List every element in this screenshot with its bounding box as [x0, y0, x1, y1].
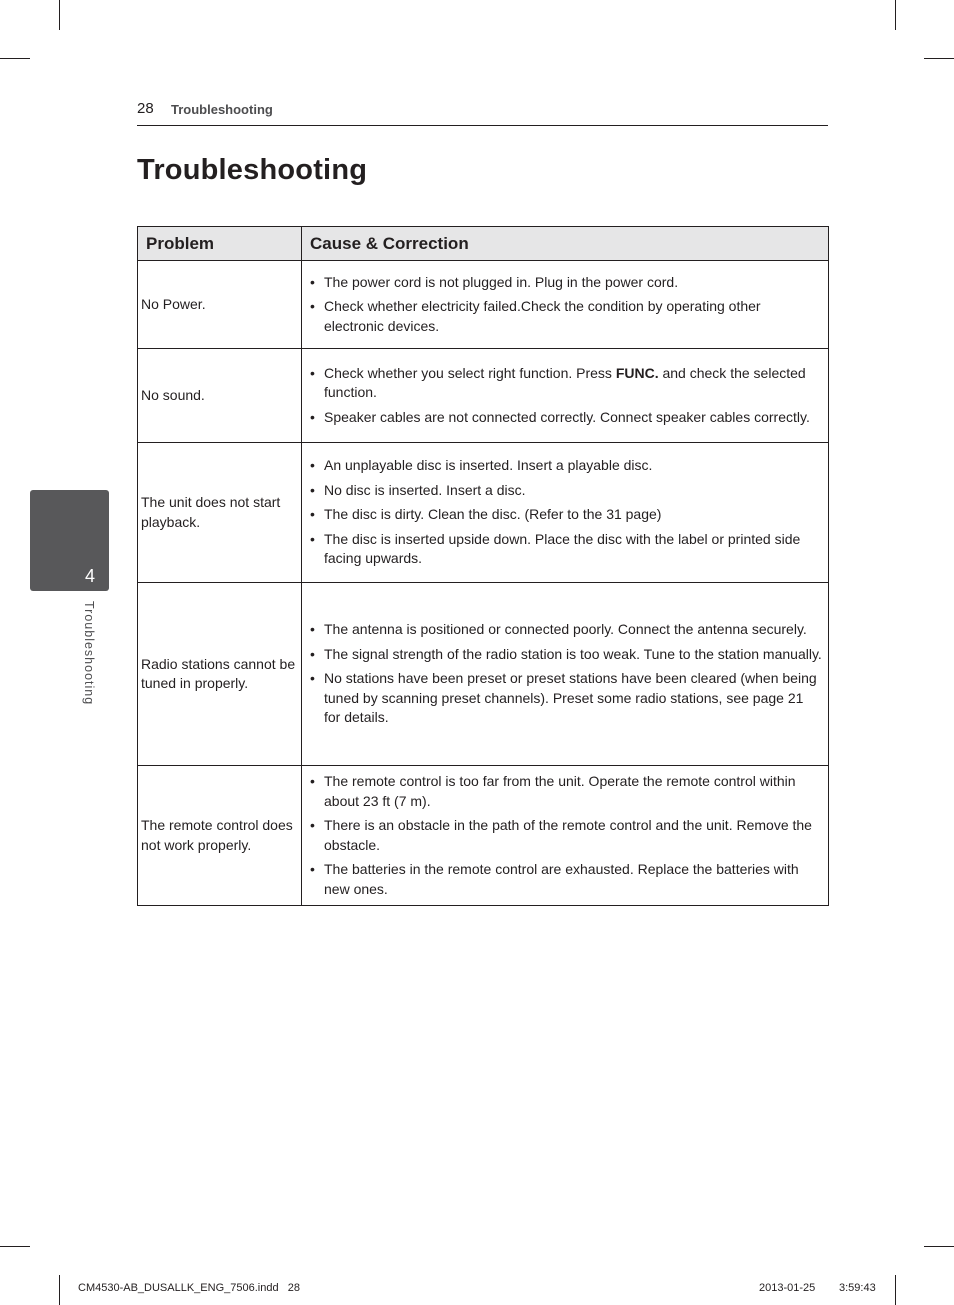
problem-cell: Radio stations cannot be tuned in properly. — [138, 583, 302, 766]
crop-mark — [59, 0, 60, 30]
cause-item: • The remote control is too far from the unit. Operate the remote control within about 23 ft (7 m). — [310, 772, 823, 811]
cause-item: • An unplayable disc is inserted. Insert a playable disc. — [310, 456, 823, 476]
table-row — [138, 583, 829, 766]
cause-item: • The batteries in the remote control are exhausted. Replace the batteries with new ones. — [310, 860, 823, 899]
cause-column-header: Cause & Correction — [302, 227, 829, 261]
crop-mark — [924, 1246, 954, 1247]
crop-mark — [895, 1275, 896, 1305]
cause-text: and check the selected function. — [324, 364, 806, 401]
cause-item: • The signal strength of the radio station is too weak. Tune to the station manually. — [310, 645, 823, 665]
cause-cell — [302, 349, 829, 443]
crop-mark — [895, 0, 896, 30]
cause-cell — [302, 766, 829, 906]
cause-item — [310, 364, 823, 403]
print-slug-time: 3:59:43 — [839, 1282, 876, 1294]
crop-mark — [0, 1246, 30, 1247]
table-row — [138, 443, 829, 583]
problem-cell: No Power. — [138, 261, 302, 349]
troubleshooting-table — [137, 226, 829, 906]
problem-column-header: Problem — [138, 227, 302, 261]
problem-cell: The remote control does not work properly. — [138, 766, 302, 906]
func-button-label: FUNC. — [615, 364, 659, 381]
table-row — [138, 349, 829, 443]
chapter-tab-label: Troubleshooting — [82, 601, 96, 706]
cause-cell — [302, 443, 829, 583]
chapter-number: 4 — [84, 566, 95, 586]
page-number: 28 — [137, 100, 154, 117]
cause-item: • The power cord is not plugged in. Plug in the power cord. — [310, 273, 823, 293]
cause-item: • The disc is dirty. Clean the disc. (Refer to the 31 page) — [310, 505, 823, 525]
cause-item: • The disc is inserted upside down. Place the disc with the label or printed side facing upwards. — [310, 530, 823, 569]
cause-item: • Check whether electricity failed.Check the condition by operating other electronic devices. — [310, 297, 823, 336]
crop-mark — [59, 1275, 60, 1305]
cause-item: • No disc is inserted. Insert a disc. — [310, 481, 823, 501]
table-header-row — [138, 227, 829, 261]
problem-cell: No sound. — [138, 349, 302, 443]
running-header — [137, 99, 828, 126]
page-title: Troubleshooting — [137, 154, 368, 186]
cause-cell — [302, 261, 829, 349]
print-slug-filename: CM4530-AB_DUSALLK_ENG_7506.indd 28 — [78, 1282, 300, 1294]
cause-item: • There is an obstacle in the path of the remote control and the unit. Remove the obstacle. — [310, 816, 823, 855]
running-section-title: Troubleshooting — [171, 102, 273, 117]
cause-text: Check whether you select right function. Press — [324, 364, 616, 381]
cause-item: • Speaker cables are not connected correctly. Connect speaker cables correctly. — [310, 408, 823, 428]
cause-item: • The antenna is positioned or connected poorly. Connect the antenna securely. — [310, 620, 823, 640]
table-row — [138, 261, 829, 349]
cause-item: • No stations have been preset or preset stations have been cleared (when being tuned by scanning preset channels). Preset some radio stations, see page 21 for details. — [310, 669, 823, 728]
print-slug-date: 2013-01-25 — [759, 1282, 816, 1294]
chapter-tab — [30, 490, 109, 591]
table-row — [138, 766, 829, 906]
crop-mark — [0, 58, 30, 59]
crop-mark — [924, 58, 954, 59]
problem-cell: The unit does not start playback. — [138, 443, 302, 583]
cause-cell — [302, 583, 829, 766]
